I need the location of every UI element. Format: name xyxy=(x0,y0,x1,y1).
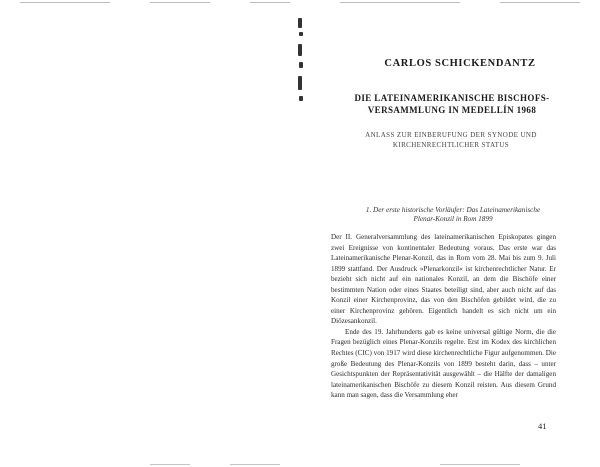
article-title xyxy=(322,92,582,116)
paragraph-2: Ende des 19. Jahrhunderts gab es keine universal gültige Norm, die die Fragen bezüglich eines Plenar-Konzils regelte. Erst im Kodex des kirchlichen Rechtes (CIC) von 1917 wird diese kirchenrechtliche Figur aufgenommen. Die große Bedeutung des Plenar-Konzils von 1899 besteht darin, dass – unter Gesichtspunkten der Repräsentativität ausgewählt – die Hälfte der damaligen lateinamerikanischen Bischöfe zu diesem Konzil reisten. Aus diesem Grund kann man sagen, dass die Versammlung eher xyxy=(331,327,556,400)
book-spine-binding xyxy=(298,18,304,118)
subtitle-line-2: KIRCHENRECHTLICHER STATUS xyxy=(392,141,510,149)
author-name: CARLOS SCHICKENDANTZ xyxy=(384,58,536,69)
page-number: 41 xyxy=(538,421,547,431)
title-line-2: VERSAMMLUNG IN MEDELLÍN 1968 xyxy=(367,105,537,115)
section-heading-line-1: 1. Der erste historische Vorläufer: Das Lateinamerikanische xyxy=(365,206,541,214)
scan-top-edge xyxy=(0,0,600,12)
section-heading-line-2: Plenar-Konzil in Rom 1899 xyxy=(413,215,493,223)
section-heading xyxy=(338,206,568,224)
title-line-1: DIE LATEINAMERIKANISCHE BISCHOFS- xyxy=(354,93,550,103)
body-text xyxy=(331,232,556,401)
paragraph-1: Der II. Generalversammlung des lateinamerikanischen Episkopates gingen zwei Ereignisse von kontinentaler Bedeutung voraus. Das erste war das Lateinamerikanische Plenar-Konzil, das in Rom vom 28. Mai bis zum 9. Juli 1899 stattfand. Der Ausdruck »Plenarkonzil« ist kirchenrechtlicher Natur. Er bezieht sich nicht auf ein nationales Konzil, an dem die Bischöfe einer bestimmten Nation oder eines Staates beteiligt sind, aber auch nicht auf das Konzil einer Kirchenprovinz, das von den Bischöfen gebildet wird, die zu einer Kirchenprovinz gehören. Eigentlich handelt es sich nicht um ein Diözesankonzil. xyxy=(331,233,556,326)
subtitle-line-1: ANLASS ZUR EINBERUFUNG DER SYNODE UND xyxy=(365,131,537,139)
article-subtitle xyxy=(340,130,562,150)
